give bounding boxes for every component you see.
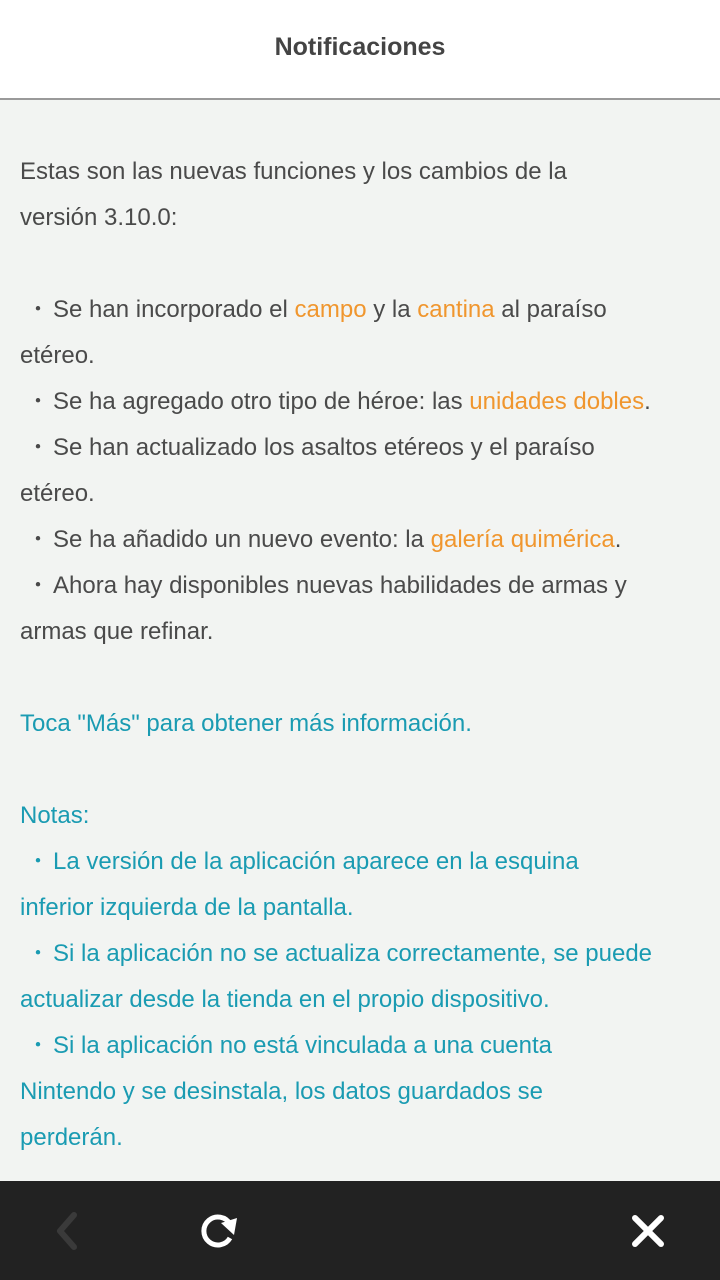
- page-title: Notificaciones: [274, 32, 446, 61]
- bullet: ・: [26, 434, 50, 461]
- bullet: ・: [26, 296, 50, 323]
- list-item: ・ Se ha añadido un nuevo evento: la galería quimérica.: [20, 517, 710, 563]
- reload-icon: [195, 1208, 241, 1254]
- note-item: ・ Si la aplicación no se actualiza correctamente, se puede: [20, 931, 710, 977]
- list-item: ・ Se han actualizado los asaltos etéreos y el paraíso: [20, 425, 710, 471]
- intro-line: Estas son las nuevas funciones y los cambios de la: [20, 158, 567, 185]
- note-item: ・ La versión de la aplicación aparece en la esquina: [20, 839, 710, 885]
- notes-title: Notas:: [20, 802, 90, 829]
- close-button[interactable]: [608, 1181, 688, 1280]
- reload-button[interactable]: [178, 1181, 258, 1280]
- back-button[interactable]: [28, 1181, 108, 1280]
- bottom-navigation-bar: [0, 1181, 720, 1280]
- list-item-continuation: armas que refinar.: [20, 618, 214, 645]
- more-info-text: Toca "Más" para obtener más información.: [20, 710, 472, 737]
- chevron-left-icon: [48, 1209, 88, 1253]
- close-icon: [628, 1211, 668, 1251]
- list-item-continuation: etéreo.: [20, 480, 95, 507]
- bullet: ・: [26, 388, 50, 415]
- note-item-continuation: inferior izquierda de la pantalla.: [20, 894, 354, 921]
- bullet: ・: [26, 848, 50, 875]
- list-item: ・ Se han incorporado el campo y la cantina al paraíso: [20, 287, 710, 333]
- bullet: ・: [26, 526, 50, 553]
- note-item-continuation: perderán.: [20, 1124, 123, 1151]
- highlight-term: campo: [294, 296, 367, 323]
- highlight-term: unidades dobles: [469, 388, 645, 415]
- bullet: ・: [26, 1032, 50, 1059]
- list-item-continuation: etéreo.: [20, 342, 95, 369]
- highlight-term: galería quimérica: [430, 526, 615, 553]
- note-item-continuation: Nintendo y se desinstala, los datos guardados se: [20, 1078, 543, 1105]
- list-item: ・ Ahora hay disponibles nuevas habilidades de armas y: [20, 563, 710, 609]
- header-bar: [0, 0, 720, 100]
- note-item-continuation: actualizar desde la tienda en el propio dispositivo.: [20, 986, 550, 1013]
- bullet: ・: [26, 572, 50, 599]
- notification-content: [20, 149, 710, 1161]
- note-item: ・ Si la aplicación no está vinculada a una cuenta: [20, 1023, 710, 1069]
- intro-version-line: versión 3.10.0:: [20, 204, 178, 231]
- highlight-term: cantina: [417, 296, 495, 323]
- list-item: ・ Se ha agregado otro tipo de héroe: las unidades dobles.: [20, 379, 710, 425]
- bullet: ・: [26, 940, 50, 967]
